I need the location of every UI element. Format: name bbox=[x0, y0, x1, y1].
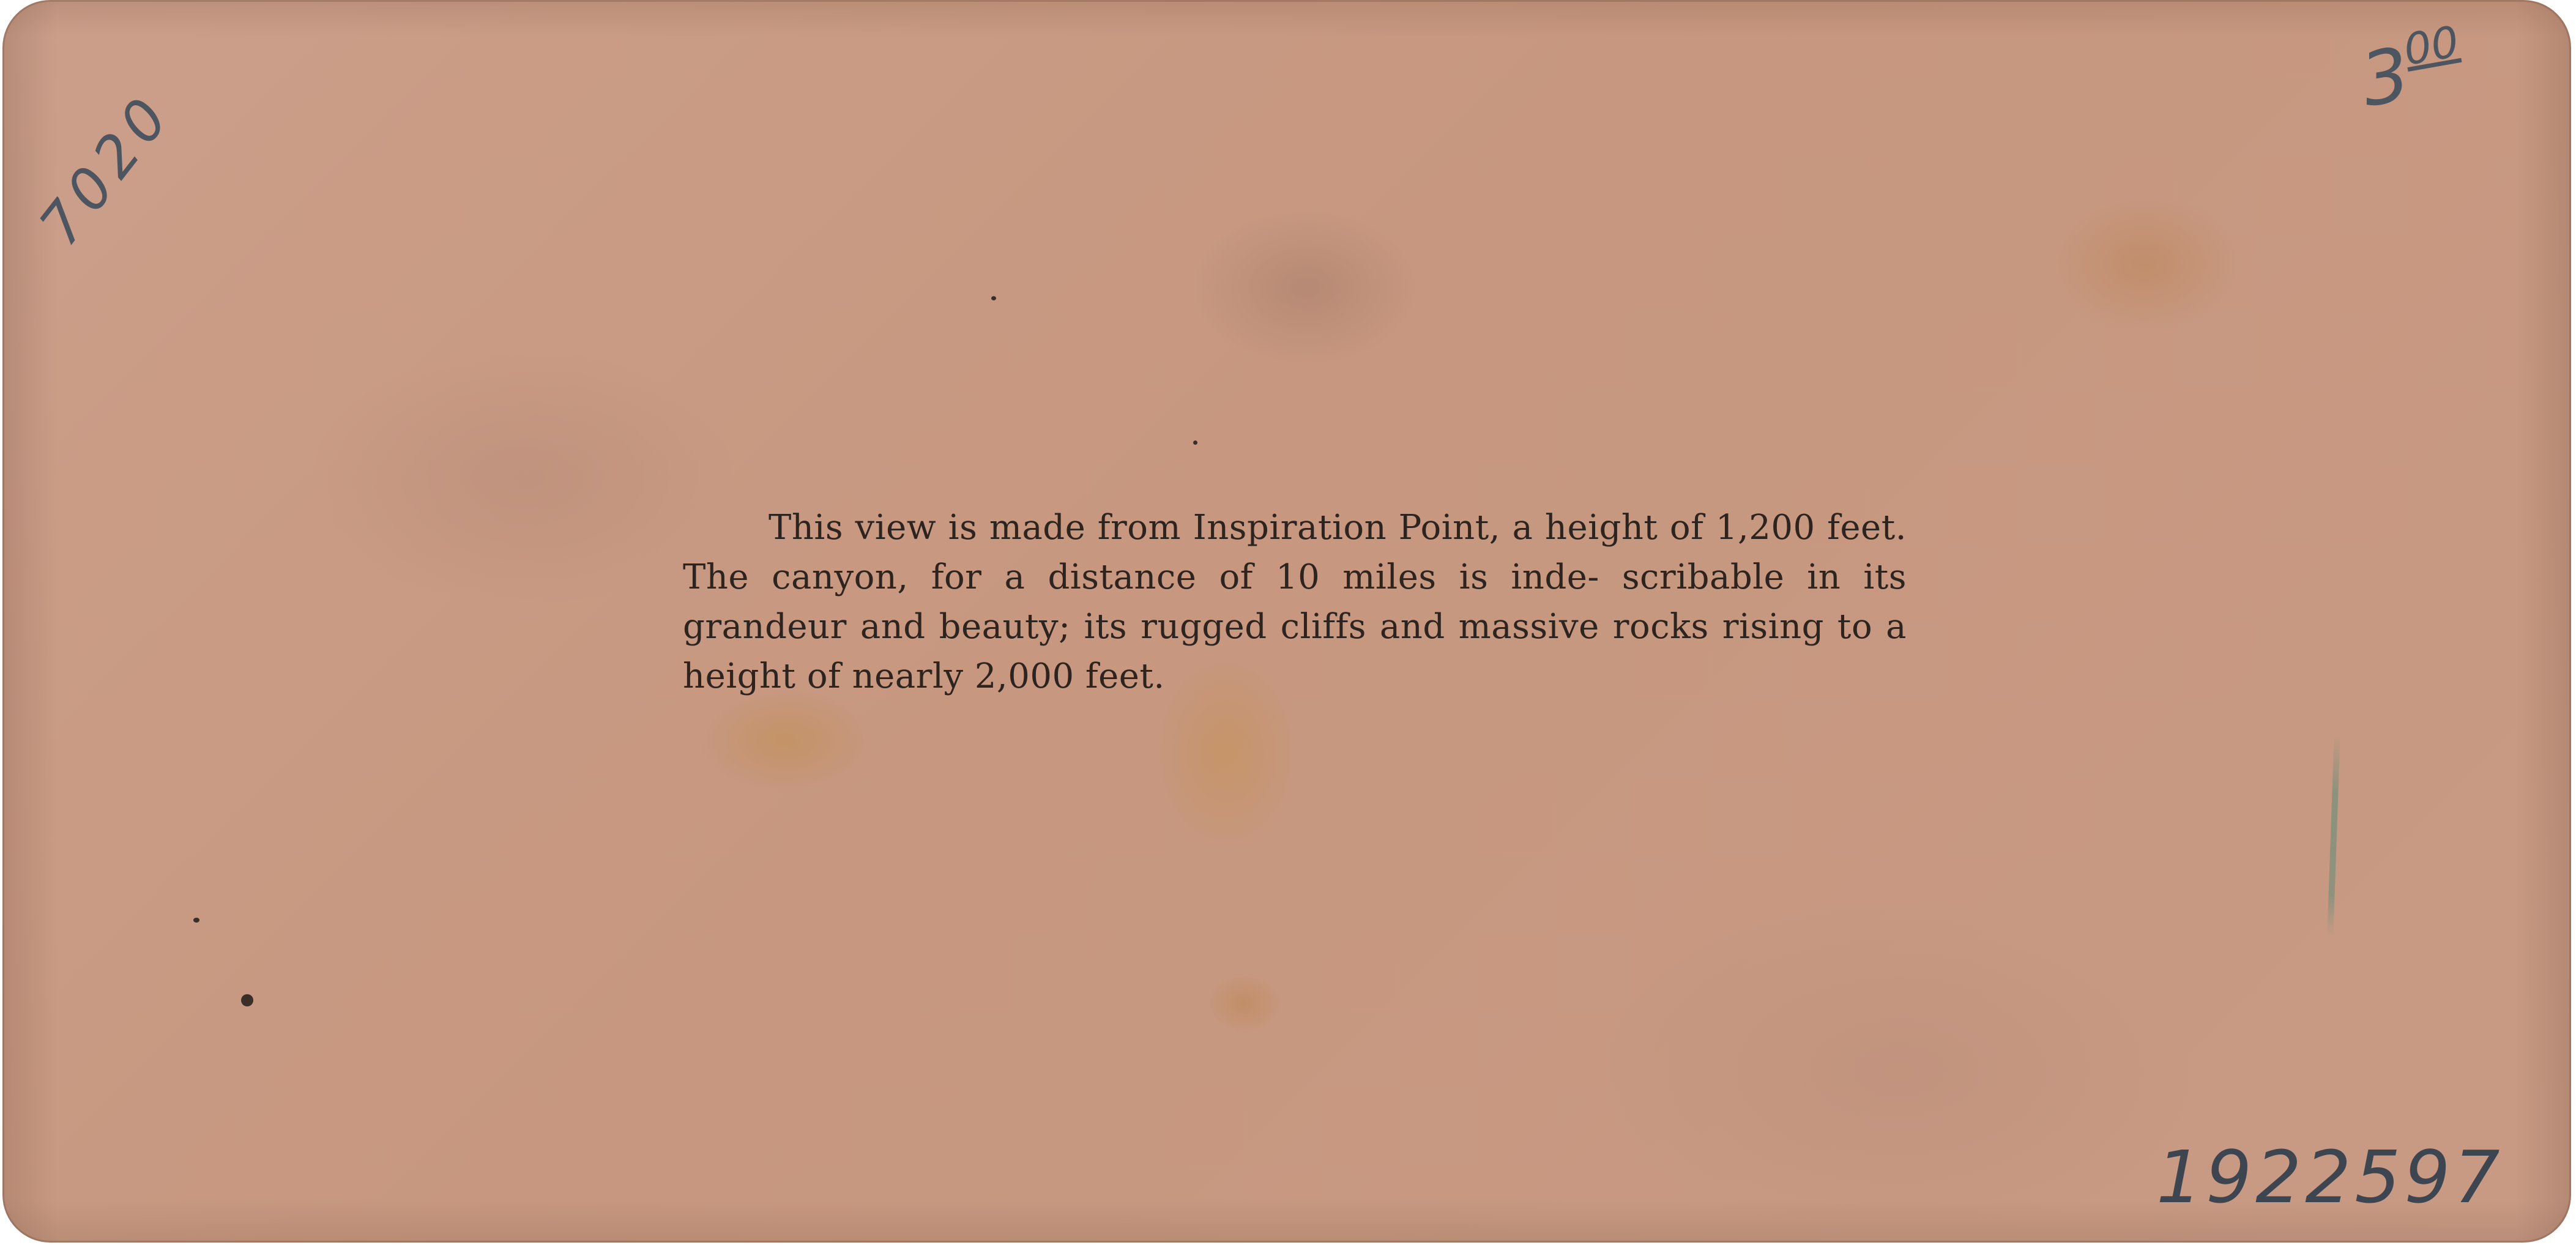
card-caption: This view is made from Inspiration Point, a height of 1,200 feet. The canyon, for a distance of 10 miles is inde- scribable in its grandeur and beauty; its rugged cliffs and massive rocks rising to a height of nearly 2,000 feet. bbox=[683, 508, 1907, 696]
ink-speck bbox=[1193, 440, 1197, 445]
ink-speck bbox=[193, 918, 199, 923]
handwritten-price-top-right bbox=[2354, 17, 2470, 124]
price-superscript: 00 bbox=[2400, 16, 2463, 75]
stereoview-card-back bbox=[2, 0, 2571, 1243]
price-main: 3 bbox=[2355, 32, 2416, 124]
green-ink-streak bbox=[2327, 734, 2340, 936]
ink-speck bbox=[241, 994, 253, 1006]
ink-speck bbox=[991, 296, 996, 300]
handwritten-catalog-number: 1922597 bbox=[2156, 1135, 2504, 1219]
handwritten-number-top-left: 7020 bbox=[27, 81, 185, 258]
